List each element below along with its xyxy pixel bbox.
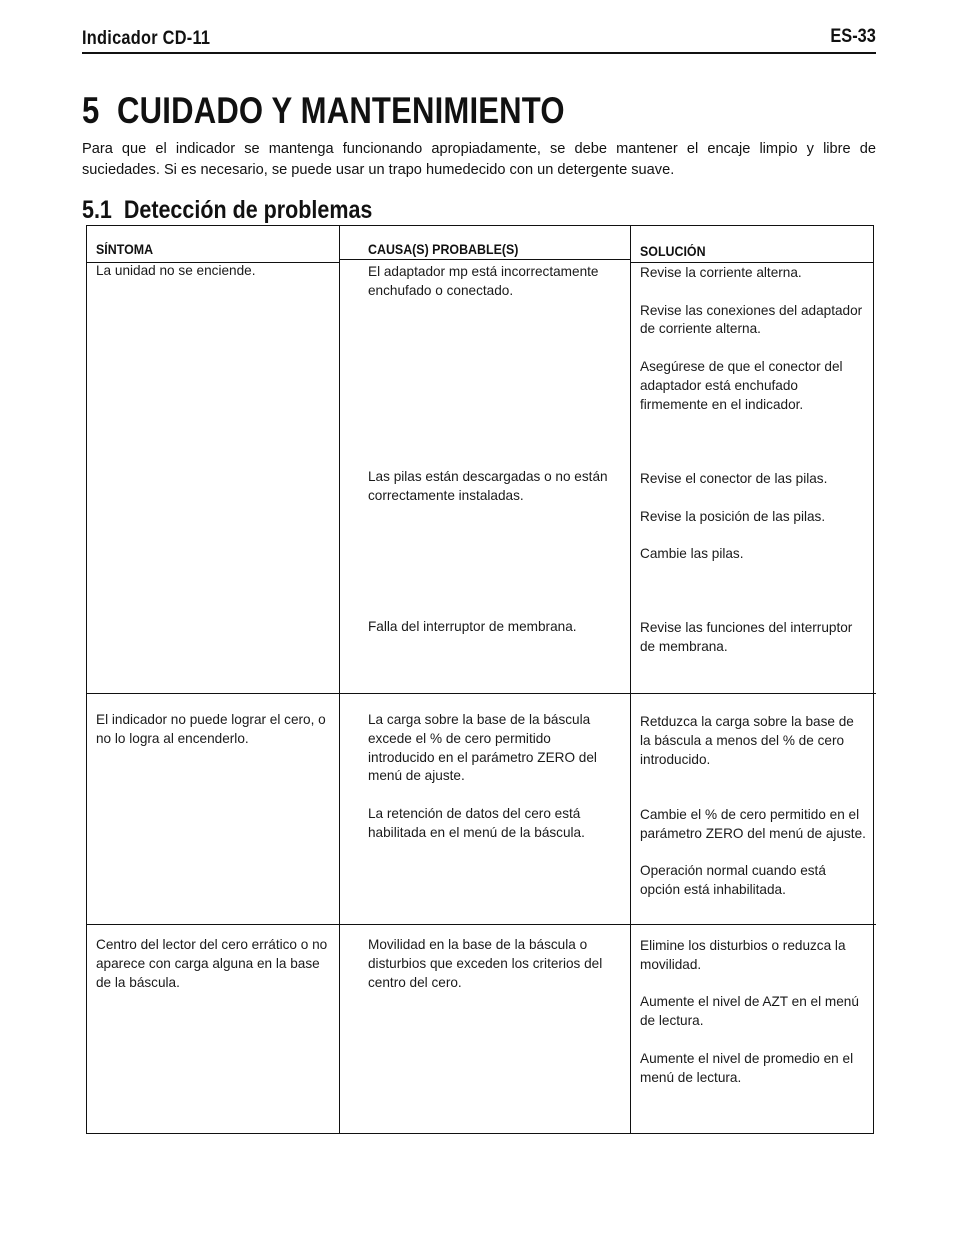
solution-item: Aumente el nivel de promedio en el menú de lectura. [640, 1050, 854, 1085]
solution-item: Elimine los disturbios o reduzca la movilidad. [640, 938, 846, 972]
cause-cell: Movilidad en la base de la báscula o disturbios que exceden los criterios del centro del cero. [368, 937, 603, 990]
cause-cell: La retención de datos del cero está habilitada en el menú de la báscula. [368, 806, 585, 840]
symptom-cell: La unidad no se enciende. [96, 263, 256, 278]
solution-cell [640, 937, 866, 1087]
solution-cell: Retduzca la carga sobre la base de la báscula a menos del % de cero introducido. [640, 714, 854, 767]
solution-cell [640, 470, 866, 564]
solution-item: Cambie las pilas. [640, 546, 744, 562]
solution-item: Asegúrese de que el conector del adaptador está enchufado firmemente en el indicador. [640, 358, 843, 412]
column-divider [630, 226, 631, 1133]
header-product-name: Indicador CD-11 [82, 28, 211, 49]
header-divider [630, 262, 873, 263]
header-solution: SOLUCIÓN [640, 244, 706, 259]
solution-item: Cambie el % de cero permitido en el parámetro ZERO del menú de ajuste. [640, 807, 866, 841]
troubleshooting-table [86, 225, 874, 1134]
cause-cell: El adaptador mp está incorrectamente enchufado o conectado. [368, 264, 599, 298]
row-divider [87, 924, 876, 925]
solution-item: Aumente el nivel de AZT en el menú de lectura. [640, 994, 859, 1029]
solution-item: Revise las conexiones del adaptador de corriente alterna. [640, 302, 863, 337]
solution-cell [640, 806, 866, 900]
cause-cell: La carga sobre la base de la báscula excede el % de cero permitido introducido en el parámetro ZERO del menú de ajuste. [368, 712, 597, 784]
solution-item: Operación normal cuando está opción está inhabilitada. [640, 863, 826, 898]
row-divider [87, 693, 876, 694]
page-header [82, 26, 876, 54]
header-causes: CAUSA(S) PROBABLE(S) [368, 242, 519, 257]
solution-item: Revise las funciones del interruptor de membrana. [640, 620, 853, 654]
solution-item: Revise la corriente alterna. [640, 265, 802, 280]
cause-cell: Las pilas están descargadas o no están correctamente instaladas. [368, 469, 608, 503]
solution-item: Revise el conector de las pilas. [640, 471, 828, 486]
symptom-cell: El indicador no puede lograr el cero, o no lo logra al encenderlo. [96, 712, 326, 746]
solution-cell [640, 619, 866, 657]
header-divider [339, 259, 630, 260]
column-divider [339, 226, 340, 1133]
solution-item: Revise la posición de las pilas. [640, 508, 826, 524]
chapter-title: 5 CUIDADO Y MANTENIMIENTO [82, 90, 565, 131]
header-symptom: SÍNTOMA [96, 242, 154, 257]
solution-cell [640, 264, 866, 414]
symptom-cell: Centro del lector del cero errático o no aparece con carga alguna en la base de la báscula. [96, 937, 328, 990]
cause-cell: Falla del interruptor de membrana. [368, 619, 577, 634]
intro-paragraph: Para que el indicador se mantenga funcionando apropiadamente, se debe mantener el encaje limpio y libre de suciedades. Si es necesario, se puede usar un trapo humedecido con un detergente suave. [82, 141, 876, 178]
section-title: 5.1 Detección de problemas [82, 196, 373, 224]
header-page-number: ES-33 [830, 26, 876, 47]
